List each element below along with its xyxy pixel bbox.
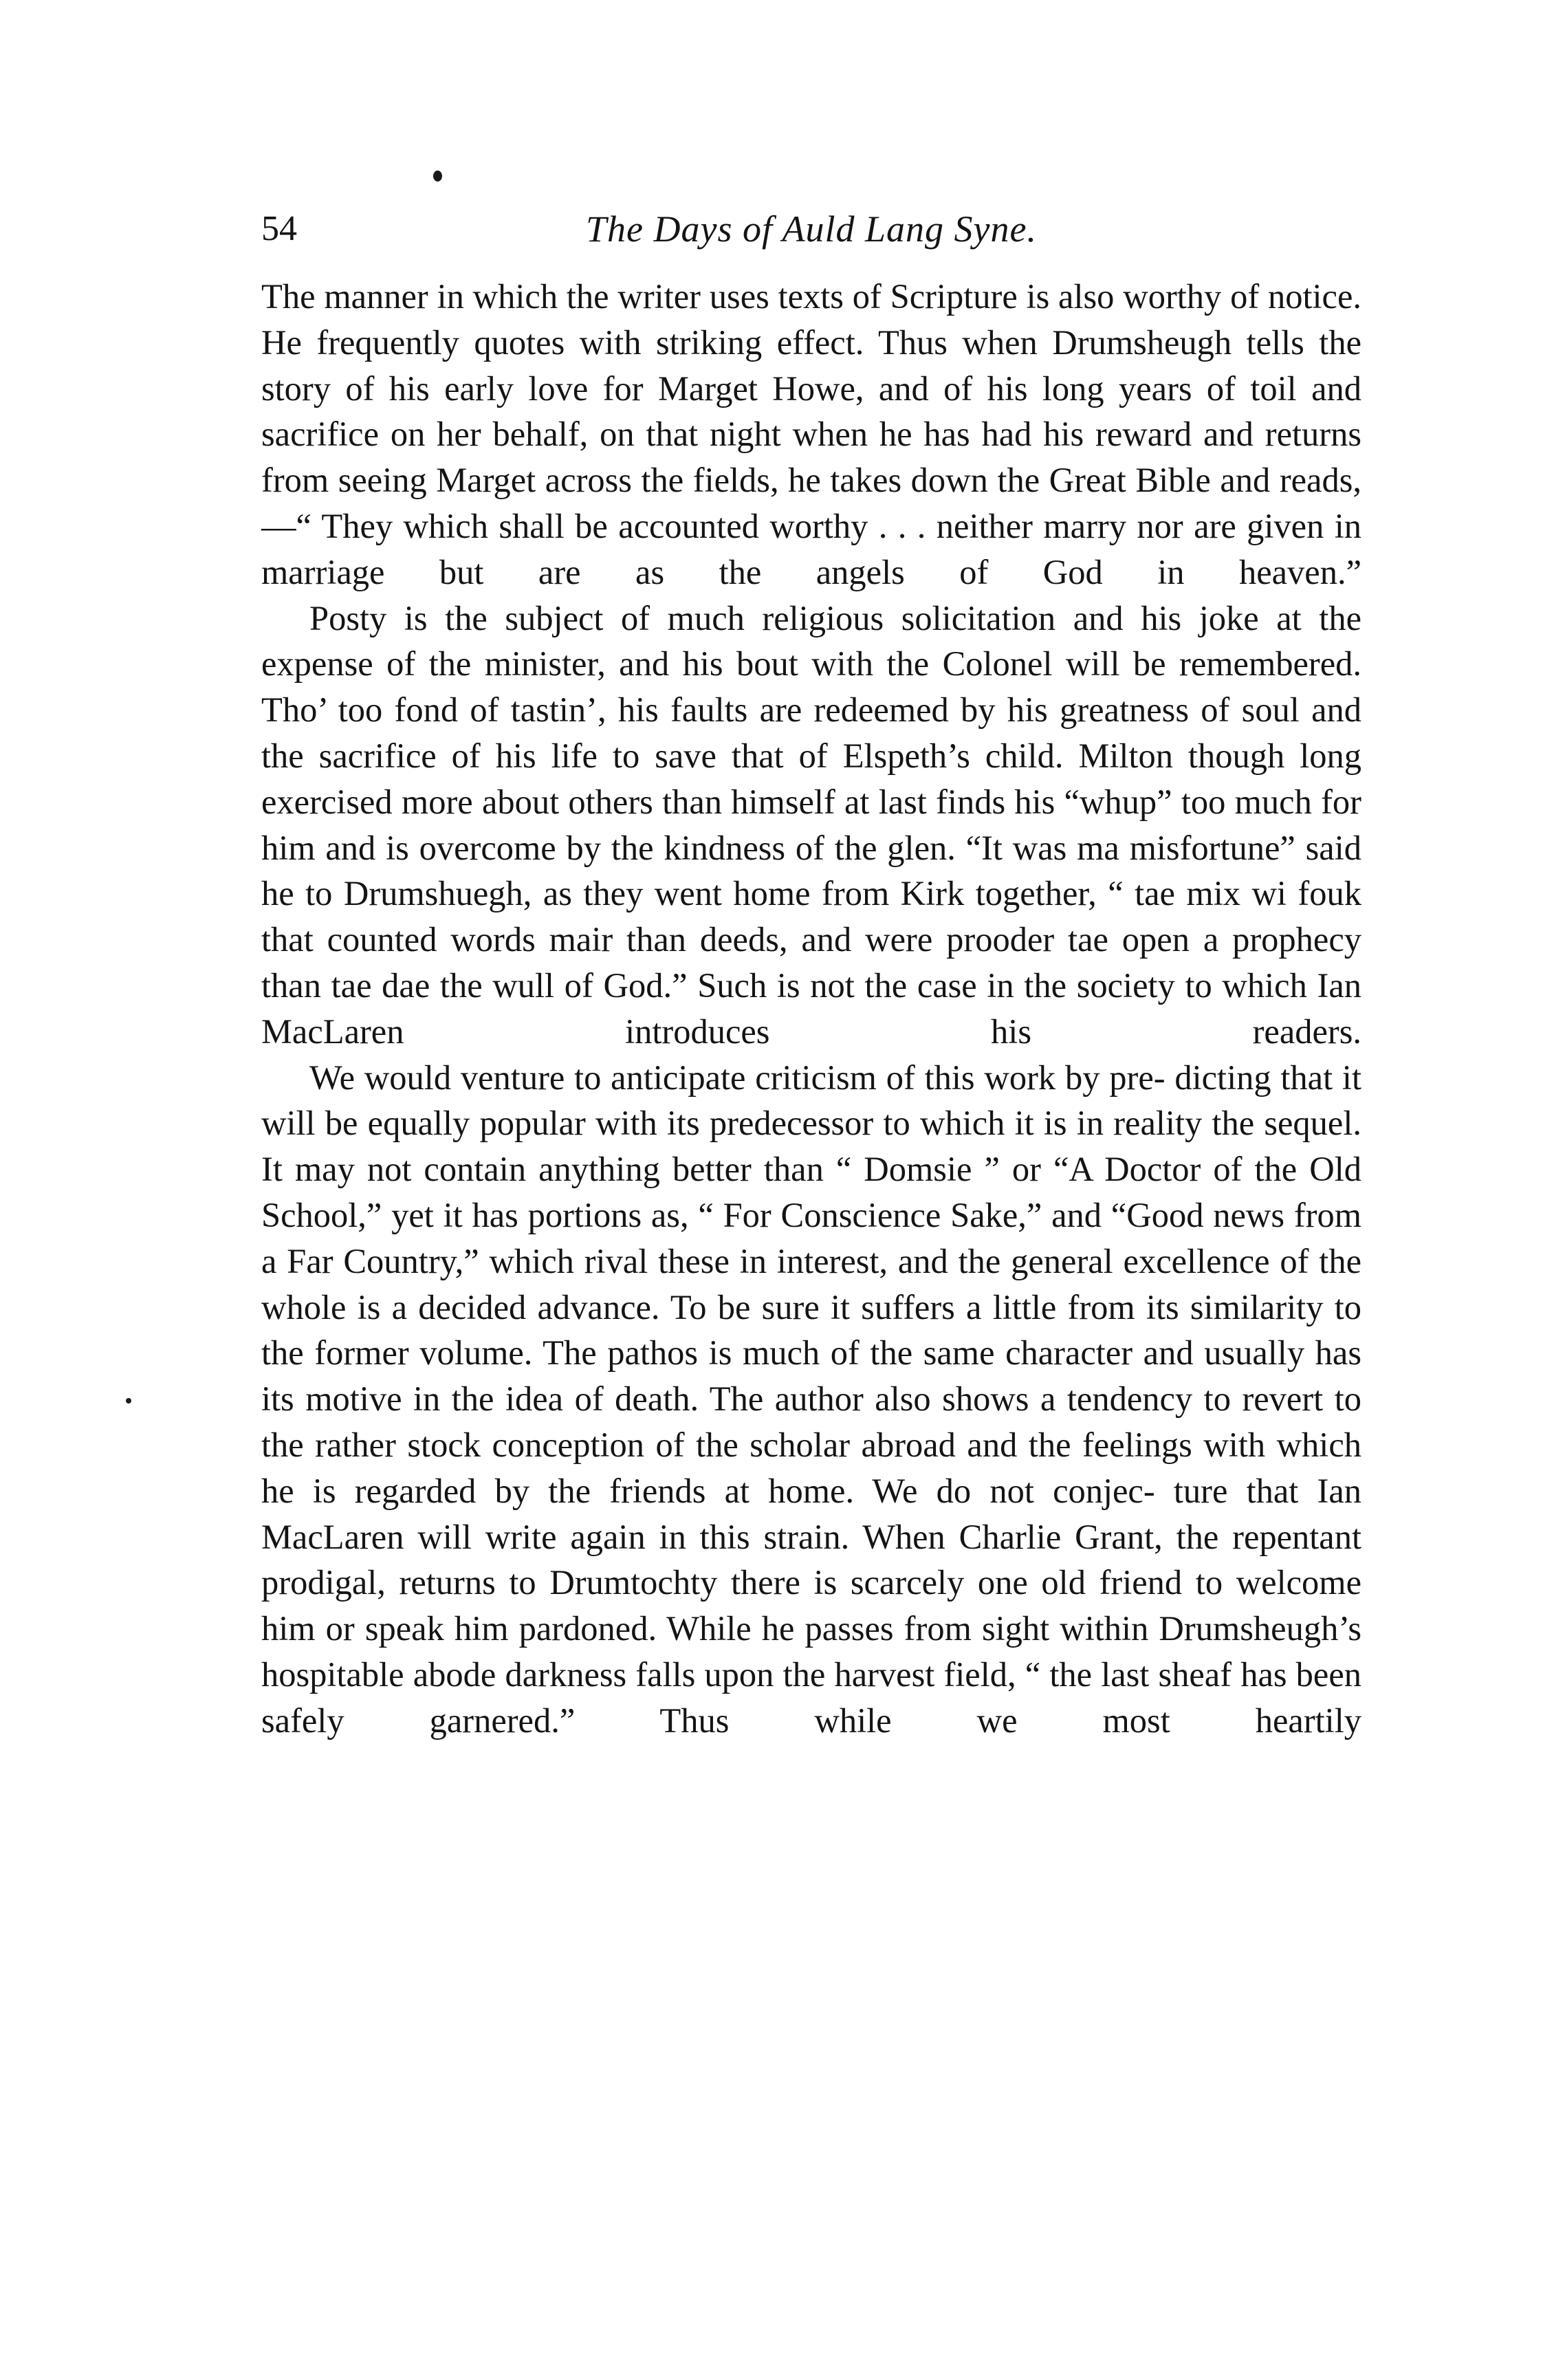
paragraph: The manner in which the writer uses texts of Scripture is also worthy of notice. He frequently quotes with striking effect. Thus when Drumsheugh tells the story of his early love for Marget Howe, and of his long years of toil and sacrifice on her behalf, on that night when he has had his reward and returns from seeing Marget across the fields, he takes down the Great Bible and reads,—“ They which shall be accounted worthy . . . neither marry nor are given in marriage but are as the angels of God in heaven.” — [261, 277, 1361, 591]
paragraph: Posty is the subject of much religious solicitation and his joke at the expense of the minister, and his bout with the Colonel will be remembered. Tho’ too fond of tastin’, his faults are redeemed by his greatness of soul and the sacrifice of his life to save that of Elspeth’s child. Milton though long exercised more about others than himself at last finds his “whup” too much for him and is overcome by the kindness of the glen. “It was ma misfortune” said he to Drumshuegh, as they went home from Kirk together, “ tae mix wi fouk that counted words mair than deeds, and were prooder tae open a prophecy than tae dae the wull of God.” Such is not the case in the society to which Ian MacLaren introduces his readers. — [261, 598, 1361, 1051]
page-number: 54 — [261, 209, 297, 248]
ink-speck — [126, 1398, 131, 1404]
ink-speck — [433, 171, 442, 182]
body-text — [261, 274, 1361, 1744]
page-header — [261, 198, 1361, 260]
paragraph: We would venture to anticipate criticism of this work by pre- dicting that it will be equally popular with its predecessor to which it is in reality the sequel. It may not contain anything better than “ Domsie ” or “A Doctor of the Old School,” yet it has portions as, “ For Conscience Sake,” and “Good news from a Far Country,” which rival these in interest, and the general excellence of the whole is a decided advance. To be sure it suffers a little from its similarity to the former volume. The pathos is much of the same character and usually has its motive in the idea of death. The author also shows a tendency to revert to the rather stock conception of the scholar abroad and the feelings with which he is regarded by the friends at home. We do not conjec- ture that Ian MacLaren will write again in this strain. When Charlie Grant, the repentant prodigal, returns to Drumtochty there is scarcely one old friend to welcome him or speak him pardoned. While he passes from sight within Drumsheugh’s hospitable abode darkness falls upon the harvest field, “ the last sheaf has been safely garnered.” Thus while we most heartily — [261, 1058, 1361, 1740]
running-title: The Days of Auld Lang Syne. — [586, 208, 1037, 250]
